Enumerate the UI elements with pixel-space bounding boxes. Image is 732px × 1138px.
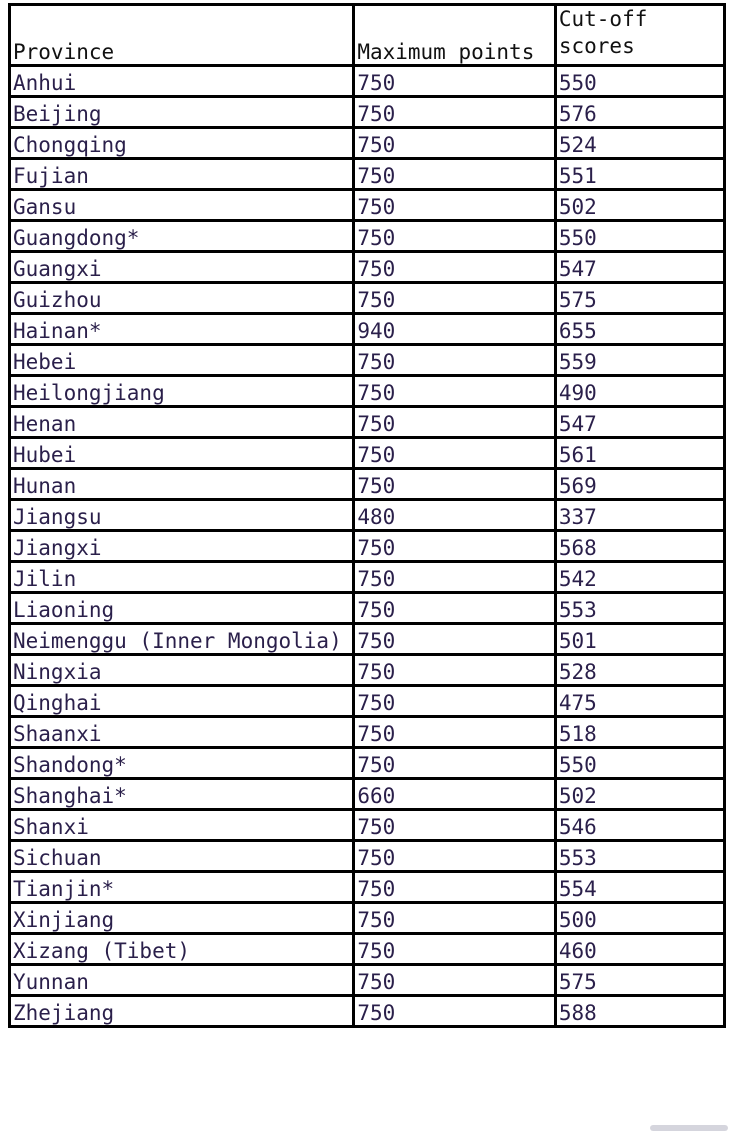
province-cell: Neimenggu (Inner Mongolia) bbox=[10, 624, 354, 655]
score-table bbox=[8, 3, 726, 1028]
max-points-cell: 750 bbox=[354, 872, 556, 903]
header-province: Province bbox=[10, 5, 354, 66]
cutoff-score-cell: 588 bbox=[555, 996, 724, 1027]
max-points-cell: 750 bbox=[354, 190, 556, 221]
table-row bbox=[10, 190, 725, 221]
cutoff-score-cell: 546 bbox=[555, 810, 724, 841]
max-points-cell: 750 bbox=[354, 965, 556, 996]
table-header bbox=[10, 5, 725, 66]
table-row bbox=[10, 779, 725, 810]
cutoff-score-cell: 568 bbox=[555, 531, 724, 562]
cutoff-score-cell: 550 bbox=[555, 748, 724, 779]
max-points-cell: 750 bbox=[354, 128, 556, 159]
max-points-cell: 480 bbox=[354, 500, 556, 531]
province-cell: Jiangsu bbox=[10, 500, 354, 531]
province-cell: Chongqing bbox=[10, 128, 354, 159]
province-cell: Hainan* bbox=[10, 314, 354, 345]
province-cell: Tianjin* bbox=[10, 872, 354, 903]
province-cell: Shaanxi bbox=[10, 717, 354, 748]
table-row bbox=[10, 965, 725, 996]
table-row bbox=[10, 376, 725, 407]
province-cell: Xizang (Tibet) bbox=[10, 934, 354, 965]
cutoff-score-cell: 547 bbox=[555, 407, 724, 438]
max-points-cell: 750 bbox=[354, 655, 556, 686]
province-cell: Heilongjiang bbox=[10, 376, 354, 407]
cutoff-score-cell: 490 bbox=[555, 376, 724, 407]
table-row bbox=[10, 66, 725, 97]
cutoff-score-cell: 575 bbox=[555, 283, 724, 314]
table-row bbox=[10, 97, 725, 128]
max-points-cell: 750 bbox=[354, 97, 556, 128]
province-cell: Qinghai bbox=[10, 686, 354, 717]
province-cell: Henan bbox=[10, 407, 354, 438]
max-points-cell: 750 bbox=[354, 345, 556, 376]
table-row bbox=[10, 531, 725, 562]
table-row bbox=[10, 469, 725, 500]
cutoff-score-cell: 576 bbox=[555, 97, 724, 128]
max-points-cell: 750 bbox=[354, 562, 556, 593]
table-row bbox=[10, 996, 725, 1027]
table-row bbox=[10, 934, 725, 965]
province-cell: Sichuan bbox=[10, 841, 354, 872]
max-points-cell: 940 bbox=[354, 314, 556, 345]
cutoff-score-cell: 500 bbox=[555, 903, 724, 934]
max-points-cell: 750 bbox=[354, 810, 556, 841]
province-cell: Hebei bbox=[10, 345, 354, 376]
province-cell: Guangdong* bbox=[10, 221, 354, 252]
cutoff-score-cell: 554 bbox=[555, 872, 724, 903]
table-row bbox=[10, 221, 725, 252]
table-row bbox=[10, 624, 725, 655]
cutoff-score-cell: 553 bbox=[555, 593, 724, 624]
table-row bbox=[10, 686, 725, 717]
province-cell: Guizhou bbox=[10, 283, 354, 314]
max-points-cell: 750 bbox=[354, 624, 556, 655]
cutoff-score-cell: 460 bbox=[555, 934, 724, 965]
table-row bbox=[10, 128, 725, 159]
province-cell: Shanghai* bbox=[10, 779, 354, 810]
table-row bbox=[10, 593, 725, 624]
cutoff-score-cell: 547 bbox=[555, 252, 724, 283]
province-cell: Hunan bbox=[10, 469, 354, 500]
table-row bbox=[10, 345, 725, 376]
province-cell: Shanxi bbox=[10, 810, 354, 841]
cutoff-score-cell: 501 bbox=[555, 624, 724, 655]
max-points-cell: 750 bbox=[354, 469, 556, 500]
max-points-cell: 750 bbox=[354, 593, 556, 624]
table-row bbox=[10, 407, 725, 438]
table-row bbox=[10, 872, 725, 903]
table-row bbox=[10, 562, 725, 593]
cutoff-score-cell: 561 bbox=[555, 438, 724, 469]
cutoff-score-cell: 551 bbox=[555, 159, 724, 190]
max-points-cell: 750 bbox=[354, 686, 556, 717]
province-cell: Anhui bbox=[10, 66, 354, 97]
max-points-cell: 750 bbox=[354, 996, 556, 1027]
table-row bbox=[10, 841, 725, 872]
province-cell: Jilin bbox=[10, 562, 354, 593]
cutoff-score-cell: 518 bbox=[555, 717, 724, 748]
table-row bbox=[10, 748, 725, 779]
max-points-cell: 750 bbox=[354, 159, 556, 190]
province-cell: Xinjiang bbox=[10, 903, 354, 934]
max-points-cell: 750 bbox=[354, 531, 556, 562]
table-row bbox=[10, 655, 725, 686]
table-row bbox=[10, 314, 725, 345]
table-row bbox=[10, 438, 725, 469]
province-cell: Hubei bbox=[10, 438, 354, 469]
cutoff-score-cell: 575 bbox=[555, 965, 724, 996]
cutoff-score-cell: 569 bbox=[555, 469, 724, 500]
cutoff-score-cell: 475 bbox=[555, 686, 724, 717]
header-cutoff-scores: Cut-off scores bbox=[555, 5, 724, 66]
table-body bbox=[10, 66, 725, 1027]
table-row bbox=[10, 810, 725, 841]
cutoff-score-cell: 542 bbox=[555, 562, 724, 593]
max-points-cell: 750 bbox=[354, 376, 556, 407]
max-points-cell: 750 bbox=[354, 407, 556, 438]
watermark-logo bbox=[650, 1121, 728, 1135]
cutoff-score-cell: 655 bbox=[555, 314, 724, 345]
max-points-cell: 750 bbox=[354, 66, 556, 97]
province-cell: Gansu bbox=[10, 190, 354, 221]
cutoff-score-cell: 502 bbox=[555, 190, 724, 221]
max-points-cell: 750 bbox=[354, 252, 556, 283]
table-row bbox=[10, 252, 725, 283]
max-points-cell: 660 bbox=[354, 779, 556, 810]
max-points-cell: 750 bbox=[354, 934, 556, 965]
table-row bbox=[10, 159, 725, 190]
cutoff-score-cell: 337 bbox=[555, 500, 724, 531]
header-row bbox=[10, 5, 725, 66]
max-points-cell: 750 bbox=[354, 748, 556, 779]
province-cell: Jiangxi bbox=[10, 531, 354, 562]
max-points-cell: 750 bbox=[354, 438, 556, 469]
province-cell: Fujian bbox=[10, 159, 354, 190]
cutoff-score-cell: 559 bbox=[555, 345, 724, 376]
cutoff-score-cell: 550 bbox=[555, 66, 724, 97]
table-row bbox=[10, 717, 725, 748]
table-row bbox=[10, 283, 725, 314]
max-points-cell: 750 bbox=[354, 717, 556, 748]
table-row bbox=[10, 903, 725, 934]
max-points-cell: 750 bbox=[354, 221, 556, 252]
province-cell: Liaoning bbox=[10, 593, 354, 624]
max-points-cell: 750 bbox=[354, 283, 556, 314]
province-cell: Beijing bbox=[10, 97, 354, 128]
cutoff-score-cell: 550 bbox=[555, 221, 724, 252]
header-max-points: Maximum points bbox=[354, 5, 556, 66]
province-cell: Yunnan bbox=[10, 965, 354, 996]
max-points-cell: 750 bbox=[354, 841, 556, 872]
max-points-cell: 750 bbox=[354, 903, 556, 934]
cutoff-score-cell: 553 bbox=[555, 841, 724, 872]
province-cell: Ningxia bbox=[10, 655, 354, 686]
table-row bbox=[10, 500, 725, 531]
cutoff-score-cell: 528 bbox=[555, 655, 724, 686]
cutoff-score-cell: 524 bbox=[555, 128, 724, 159]
province-cell: Guangxi bbox=[10, 252, 354, 283]
cutoff-score-cell: 502 bbox=[555, 779, 724, 810]
province-cell: Shandong* bbox=[10, 748, 354, 779]
province-cell: Zhejiang bbox=[10, 996, 354, 1027]
